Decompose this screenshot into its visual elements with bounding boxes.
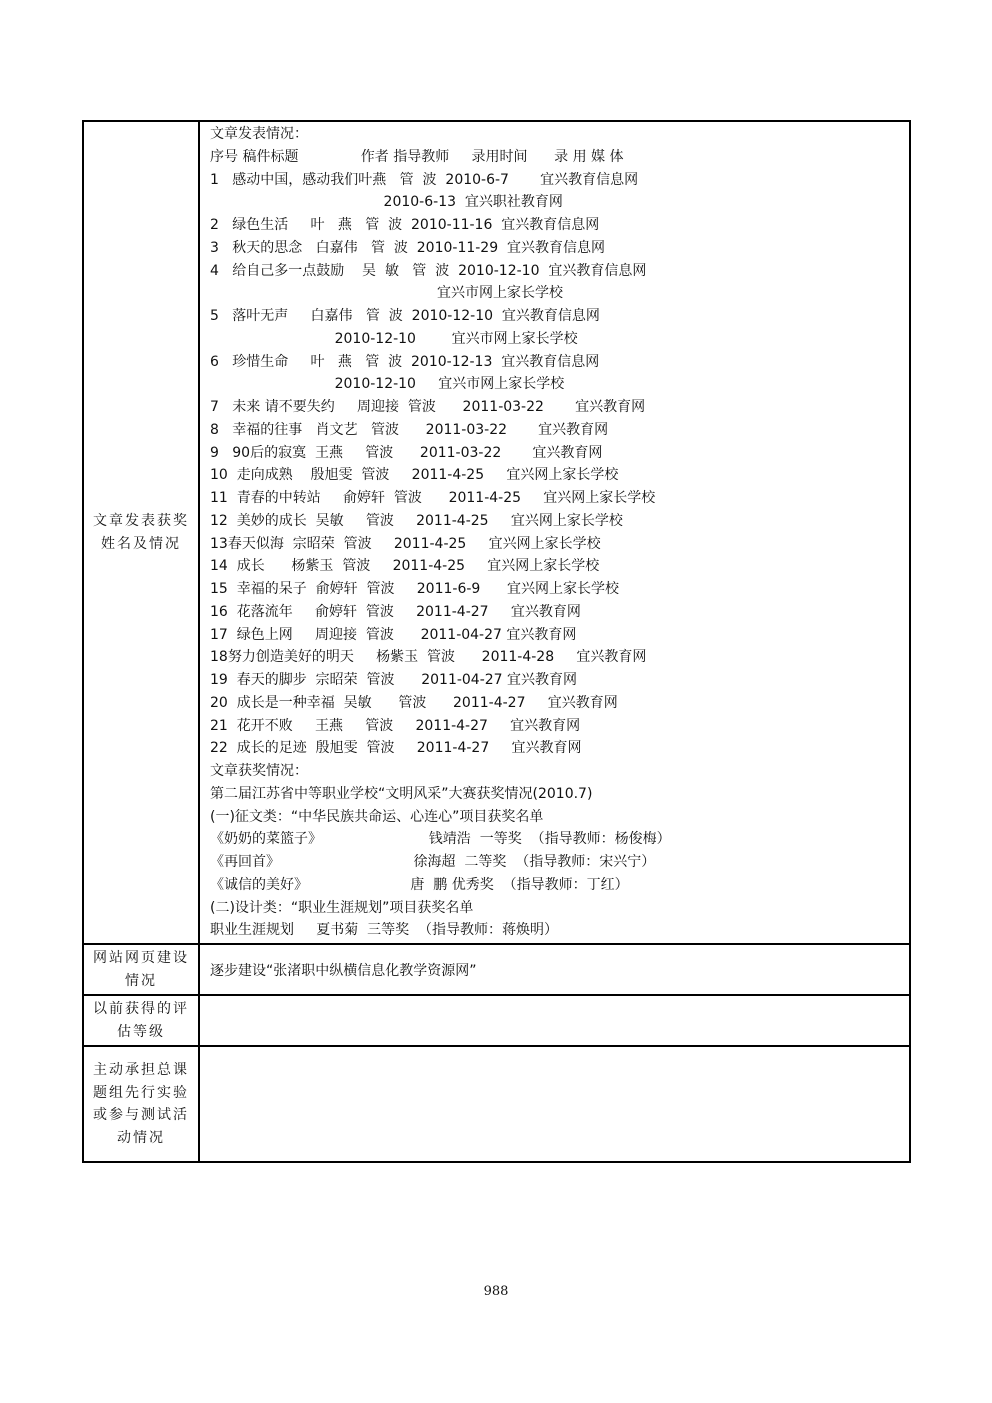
article-line: 序号 稿件标题 作者 指导教师 录用时间 录 用 媒 体	[210, 148, 624, 165]
article-line: 20 成长是一种幸福 吴敏 管波 2011-4-27 宜兴教育网	[210, 694, 618, 711]
article-line: 10 走向成熟 殷旭雯 管波 2011-4-25 宜兴网上家长学校	[210, 467, 619, 484]
article-line: 17 绿色上网 周迎接 管波 2011-04-27 宜兴教育网	[210, 626, 577, 643]
row-website	[83, 944, 910, 995]
article-line: 文章获奖情况：	[210, 763, 308, 779]
article-line: 3 秋天的思念 白嘉伟 管 波 2010-11-29 宜兴教育信息网	[210, 239, 606, 256]
article-line: 18努力创造美好的明天 杨紫玉 管波 2011-4-28 宜兴教育网	[210, 649, 647, 666]
article-line: 16 花落流年 俞婷轩 管波 2011-4-27 宜兴教育网	[210, 603, 581, 620]
tasks-content	[199, 1046, 910, 1162]
article-line: 8 幸福的往事 肖文艺 管波 2011-03-22 宜兴教育网	[210, 421, 609, 438]
article-line: 2 绿色生活 叶 燕 管 波 2010-11-16 宜兴教育信息网	[210, 217, 600, 233]
article-line: 第二届江苏省中等职业学校“文明风采”大赛获奖情况(2010.7)	[210, 785, 593, 802]
article-line: 文章发表情况：	[210, 126, 308, 142]
article-line: 22 成长的足迹 殷旭雯 管波 2011-4-27 宜兴教育网	[210, 740, 582, 757]
website-label: 网站网页建设情况	[83, 944, 199, 995]
article-line: 12 美妙的成长 吴敏 管波 2011-4-25 宜兴网上家长学校	[210, 512, 623, 529]
article-line: 6 珍惜生命 叶 燕 管 波 2010-12-13 宜兴教育信息网	[210, 353, 600, 370]
article-line: 宜兴市网上家长学校	[210, 285, 563, 302]
article-line: 《诚信的美好》 唐 鹏 优秀奖 （指导教师：丁红）	[210, 876, 629, 893]
article-line: (二)设计类：“职业生涯规划”项目获奖名单	[210, 899, 474, 916]
page-number: 988	[483, 1284, 509, 1299]
article-lines	[210, 122, 903, 943]
report-table	[82, 120, 911, 1163]
article-line: 7 未来 请不要失约 周迎接 管波 2011-03-22 宜兴教育网	[210, 399, 646, 415]
article-line: 2010-12-10 宜兴市网上家长学校	[210, 376, 565, 393]
article-line: 11 青春的中转站 俞婷轩 管波 2011-4-25 宜兴网上家长学校	[210, 490, 656, 506]
article-line: 5 落叶无声 白嘉伟 管 波 2010-12-10 宜兴教育信息网	[210, 308, 600, 324]
article-line: 13春天似海 宗昭荣 管波 2011-4-25 宜兴网上家长学校	[210, 535, 601, 552]
evaluation-label: 以前获得的评估等级	[83, 995, 199, 1046]
article-line: 9 90后的寂寞 王燕 管波 2011-03-22 宜兴教育网	[210, 444, 603, 461]
article-line: 19 春天的脚步 宗昭荣 管波 2011-04-27 宜兴教育网	[210, 672, 578, 688]
article-line: 15 幸福的呆子 俞婷轩 管波 2011-6-9 宜兴网上家长学校	[210, 581, 620, 597]
article-line: 《再回首》 徐海超 二等奖 （指导教师：宋兴宁）	[210, 854, 656, 870]
evaluation-content	[199, 995, 910, 1046]
website-content: 逐步建设“张渚职中纵横信息化教学资源网”	[199, 944, 910, 995]
articles-label: 文章发表获奖姓名及情况	[83, 121, 199, 944]
row-tasks	[83, 1046, 910, 1162]
row-evaluation	[83, 995, 910, 1046]
article-line: 2010-6-13 宜兴职社教育网	[210, 194, 563, 211]
article-line: 《奶奶的菜篮子》 钱靖浩 一等奖 （指导教师：杨俊梅）	[210, 831, 671, 848]
articles-content	[199, 121, 910, 944]
article-line: 1 感动中国，感动我们叶燕 管 波 2010-6-7 宜兴教育信息网	[210, 171, 639, 188]
article-line: 14 成长 杨紫玉 管波 2011-4-25 宜兴网上家长学校	[210, 558, 600, 575]
article-line: 2010-12-10 宜兴市网上家长学校	[210, 330, 578, 347]
article-line: 职业生涯规划 夏书菊 三等奖 （指导教师：蒋焕明）	[210, 922, 559, 939]
tasks-label: 主动承担总课题组先行实验或参与测试活动情况	[83, 1046, 199, 1162]
article-line: 21 花开不败 王燕 管波 2011-4-27 宜兴教育网	[210, 717, 581, 734]
row-articles	[83, 121, 910, 944]
article-line: 4 给自己多一点鼓励 吴 敏 管 波 2010-12-10 宜兴教育信息网	[210, 262, 647, 279]
article-line: (一)征文类：“中华民族共命运、心连心”项目获奖名单	[210, 808, 544, 825]
